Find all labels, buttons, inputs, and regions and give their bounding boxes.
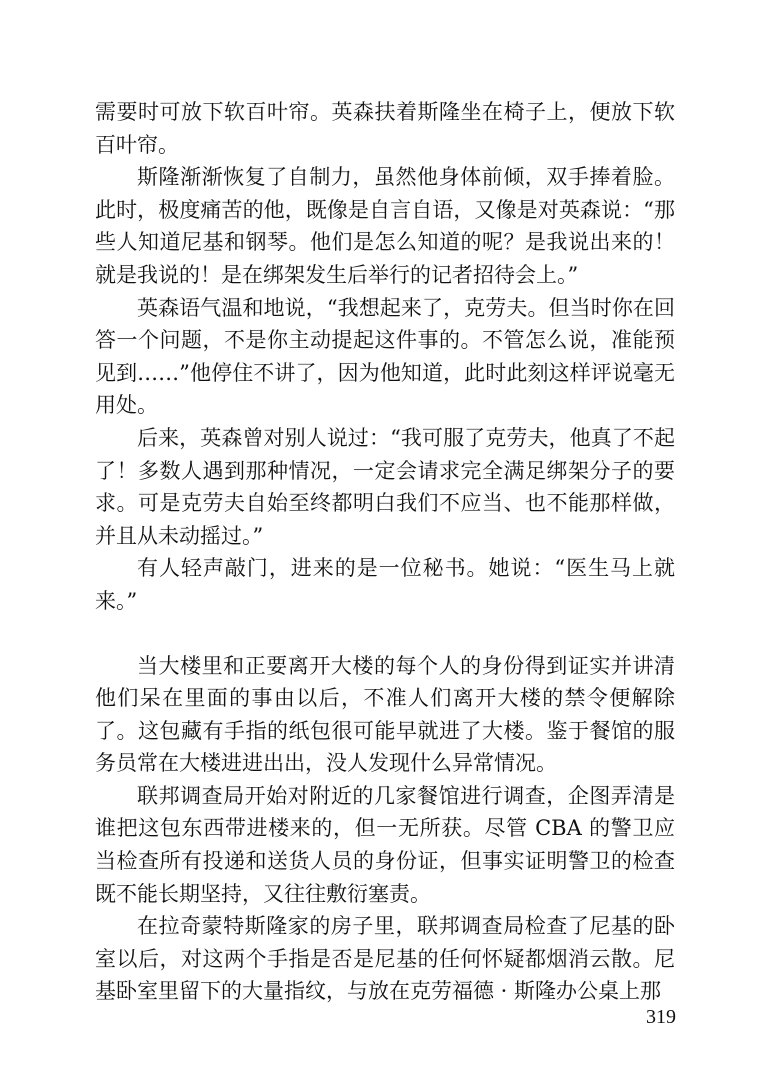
- paragraph: 斯隆渐渐恢复了自制力，虽然他身体前倾，双手捧着脸。此时，极度痛苦的他，既像是自言自语，又像是对英森说：“那些人知道尼基和钢琴。他们是怎么知道的呢？是我说出来的！就是我说的！是在绑架发生后举行的记者招待会上。”: [95, 165, 675, 287]
- paragraph: 联邦调查局开始对附近的几家餐馆进行调查，企图弄清是谁把这包东西带进楼来的，但一无所获。尽管 CBA 的警卫应当检查所有投递和送货人员的身份证，但事实证明警卫的检查既不能长期坚持，又往往敷衍塞责。: [95, 783, 675, 906]
- paragraph-continued: 需要时可放下软百叶帘。英森扶着斯隆坐在椅子上，便放下软百叶帘。: [95, 100, 675, 157]
- section-break: [95, 618, 675, 650]
- paragraph: 当大楼里和正要离开大楼的每个人的身份得到证实并讲清他们呆在里面的事由以后，不准人们离开大楼的禁令便解除了。这包藏有手指的纸包很可能早就进了大楼。鉴于餐馆的服务员常在大楼进进出出，没人发现什么异常情况。: [95, 653, 675, 776]
- paragraph: 有人轻声敲门，进来的是一位秘书。她说：“医生马上就来。”: [95, 556, 675, 613]
- body-text: [95, 96, 675, 1008]
- page-number: 319: [646, 1006, 676, 1028]
- paragraph: 后来，英森曾对别人说过：“我可服了克劳夫，他真了不起了！多数人遇到那种情况，一定会请求完全满足绑架分子的要求。可是克劳夫自始至终都明白我们不应当、也不能那样做，并且从未动摇过。”: [95, 425, 675, 548]
- paragraph: 在拉奇蒙特斯隆家的房子里，联邦调查局检查了尼基的卧室以后，对这两个手指是否是尼基的任何怀疑都烟消云散。尼基卧室里留下的大量指纹，与放在克劳福德 · 斯隆办公桌上那: [95, 914, 675, 1004]
- paragraph: 英森语气温和地说，“我想起来了，克劳夫。但当时你在回答一个问题，不是你主动提起这件事的。不管怎么说，准能预见到……”他停住不讲了，因为他知道，此时此刻这样评说毫无用处。: [95, 295, 675, 418]
